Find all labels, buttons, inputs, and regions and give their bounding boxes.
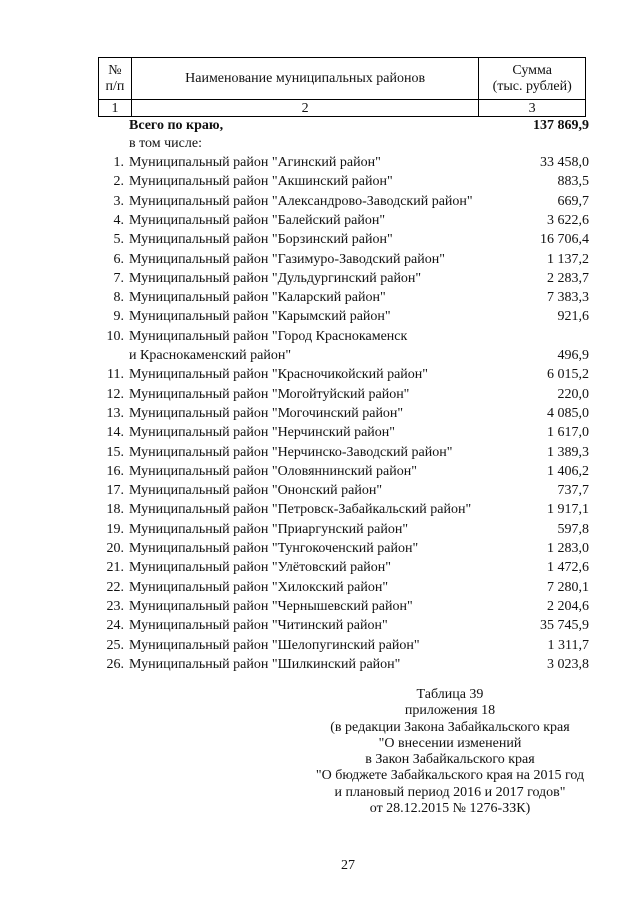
row-district-name: Муниципальный район "Дульдургинский район": [129, 270, 422, 286]
table-row: [0, 483, 640, 502]
total-value: 137 869,9: [533, 118, 589, 133]
row-number: 26.: [106, 656, 124, 672]
row-amount: 597,8: [557, 521, 589, 537]
header-name-label: Наименование муниципальных районов: [185, 70, 426, 86]
row-district-name: Муниципальный район "Карымский район": [129, 309, 391, 325]
caption-line: "О внесении изменений: [378, 735, 522, 751]
row-district-name: Муниципальный район "Газимуро-Заводский район": [129, 251, 445, 267]
row-number: 19.: [106, 521, 124, 537]
row-amount: 16 706,4: [540, 232, 589, 248]
caption-line: приложения 18: [404, 703, 496, 719]
table-row: [0, 638, 640, 657]
row-district-name: Муниципальный район "Чернышевский район": [129, 598, 413, 614]
row-number: 24.: [106, 618, 124, 634]
row-district-name: Муниципальный район "Акшинский район": [129, 174, 393, 190]
table-row: [0, 599, 640, 618]
table-row: [0, 618, 640, 637]
table-row: [0, 232, 640, 251]
caption-line: Таблица 39: [416, 687, 484, 702]
row-amount: 1 311,7: [547, 637, 589, 653]
table-row: [0, 522, 640, 541]
row-number: 3.: [113, 193, 124, 209]
row-amount: 6 015,2: [547, 367, 589, 383]
row-number: 6.: [113, 251, 124, 267]
row-district-name: Муниципальный район "Шелопугинский район": [129, 637, 420, 653]
row-district-name-continued: и Краснокаменский район": [129, 347, 292, 363]
row-number: 13.: [106, 405, 124, 421]
table-row: [0, 464, 640, 483]
row-number: 12.: [106, 386, 124, 402]
header-number-cell: [99, 58, 132, 100]
table-row: [0, 541, 640, 560]
caption-line: (в редакции Закона Забайкальского края: [330, 719, 570, 735]
row-district-name: Муниципальный район "Хилокский район": [129, 579, 389, 595]
table-row: [0, 425, 640, 444]
row-amount: 737,7: [557, 483, 589, 499]
row-district-name: Муниципальный район "Агинский район": [129, 155, 381, 170]
row-number: 18.: [106, 502, 124, 518]
header-index-3: 3: [479, 100, 586, 117]
row-amount: 3 622,6: [547, 212, 589, 228]
caption-line: "О бюджете Забайкальского края на 2015 год: [315, 768, 585, 784]
table-row: [0, 252, 640, 271]
page-number: 27: [341, 858, 355, 873]
table-row: [0, 290, 640, 309]
row-amount: 1 472,6: [547, 560, 589, 576]
row-number: 25.: [106, 637, 124, 653]
table-caption: [300, 687, 600, 817]
table-row: [0, 367, 640, 386]
row-number: 5.: [113, 232, 124, 248]
table-row: [0, 387, 640, 406]
row-district-name: Муниципальный район "Могойтуйский район": [129, 386, 410, 402]
subtotal-note-row: [0, 136, 640, 155]
row-district-name: Муниципальный район "Ононский район": [129, 483, 383, 499]
row-district-name: Муниципальный район "Борзинский район": [129, 232, 393, 248]
row-amount: 7 383,3: [547, 290, 589, 306]
total-row: [0, 118, 640, 137]
row-number: 14.: [106, 425, 124, 441]
row-amount: 921,6: [557, 309, 589, 325]
total-label: Всего по краю,: [129, 118, 224, 133]
table-row: [0, 155, 640, 174]
table-header: [98, 57, 586, 117]
table-row: [0, 502, 640, 521]
table-row: [0, 580, 640, 599]
row-amount: 2 204,6: [547, 598, 589, 614]
row-amount: 3 023,8: [547, 656, 589, 672]
header-sum-unit: (тыс. рублей): [492, 78, 572, 94]
header-sum-label: Сумма: [512, 62, 552, 78]
caption-line: от 28.12.2015 № 1276-ЗЗК): [369, 801, 531, 817]
row-number: 22.: [106, 579, 124, 595]
header-number-sublabel: п/п: [105, 78, 125, 94]
caption-line: и плановый период 2016 и 2017 годов": [334, 784, 566, 800]
row-amount: 2 283,7: [547, 270, 589, 286]
row-district-name: Муниципальный район "Нерчинско-Заводский район": [129, 444, 453, 460]
row-number: 21.: [106, 560, 124, 576]
row-number: 7.: [113, 270, 124, 286]
row-number: 17.: [106, 483, 124, 499]
row-number: 9.: [113, 309, 124, 325]
row-district-name: Муниципальный район "Александрово-Заводский район": [129, 193, 473, 209]
row-district-name: Муниципальный район "Красночикойский район": [129, 367, 428, 383]
header-number-label: №: [108, 62, 122, 78]
row-district-name: Муниципальный район "Читинский район": [129, 618, 388, 634]
row-number: 10.: [106, 328, 124, 344]
header-sum-cell: [479, 58, 586, 100]
row-amount: 7 280,1: [547, 579, 589, 595]
header-index-2: 2: [131, 100, 478, 117]
row-district-name: Муниципальный район "Тунгокоченский район": [129, 541, 419, 556]
row-amount: 1 917,1: [547, 502, 589, 518]
row-number: 2.: [113, 174, 124, 190]
row-district-name: Муниципальный район "Город Краснокаменск: [129, 328, 408, 344]
row-amount: 1 283,0: [547, 541, 589, 556]
row-district-name: Муниципальный район "Шилкинский район": [129, 656, 401, 672]
row-district-name: Муниципальный район "Нерчинский район": [129, 425, 395, 441]
table-row: [0, 194, 640, 213]
table-row: [0, 560, 640, 579]
row-amount: 496,9: [557, 347, 589, 363]
table-row: [0, 328, 640, 363]
table-row: [0, 657, 640, 676]
table-row: [0, 309, 640, 328]
row-district-name: Муниципальный район "Улётовский район": [129, 560, 391, 576]
caption-line: в Закон Забайкальского края: [365, 752, 535, 768]
header-name-cell: [131, 58, 478, 100]
row-number: 20.: [106, 541, 124, 556]
row-amount: 1 137,2: [547, 251, 589, 267]
row-amount: 669,7: [557, 193, 589, 209]
row-number: 15.: [106, 444, 124, 460]
row-number: 1.: [113, 155, 124, 170]
row-amount: 1 406,2: [547, 463, 589, 479]
row-number: 8.: [113, 290, 124, 306]
row-district-name: Муниципальный район "Могочинский район": [129, 405, 404, 421]
row-district-name: Муниципальный район "Оловяннинский район": [129, 463, 417, 479]
row-district-name: Муниципальный район "Петровск-Забайкальский район": [129, 502, 472, 518]
row-district-name: Муниципальный район "Каларский район": [129, 290, 386, 306]
row-amount: 33 458,0: [540, 155, 589, 170]
row-amount: 220,0: [557, 386, 589, 402]
row-number: 11.: [107, 367, 124, 383]
row-amount: 883,5: [557, 174, 589, 190]
table-row: [0, 445, 640, 464]
table-row: [0, 213, 640, 232]
row-district-name: Муниципальный район "Приаргунский район": [129, 521, 409, 537]
subtotal-note: в том числе:: [129, 136, 202, 151]
header-index-1: 1: [99, 100, 132, 117]
row-amount: 1 389,3: [547, 444, 589, 460]
table-row: [0, 174, 640, 193]
table-row: [0, 406, 640, 425]
row-amount: 35 745,9: [540, 618, 589, 634]
row-amount: 1 617,0: [547, 425, 589, 441]
table-row: [0, 271, 640, 290]
row-district-name: Муниципальный район "Балейский район": [129, 212, 386, 228]
row-number: 4.: [113, 212, 124, 228]
row-number: 16.: [106, 463, 124, 479]
row-number: 23.: [106, 598, 124, 614]
row-amount: 4 085,0: [547, 405, 589, 421]
